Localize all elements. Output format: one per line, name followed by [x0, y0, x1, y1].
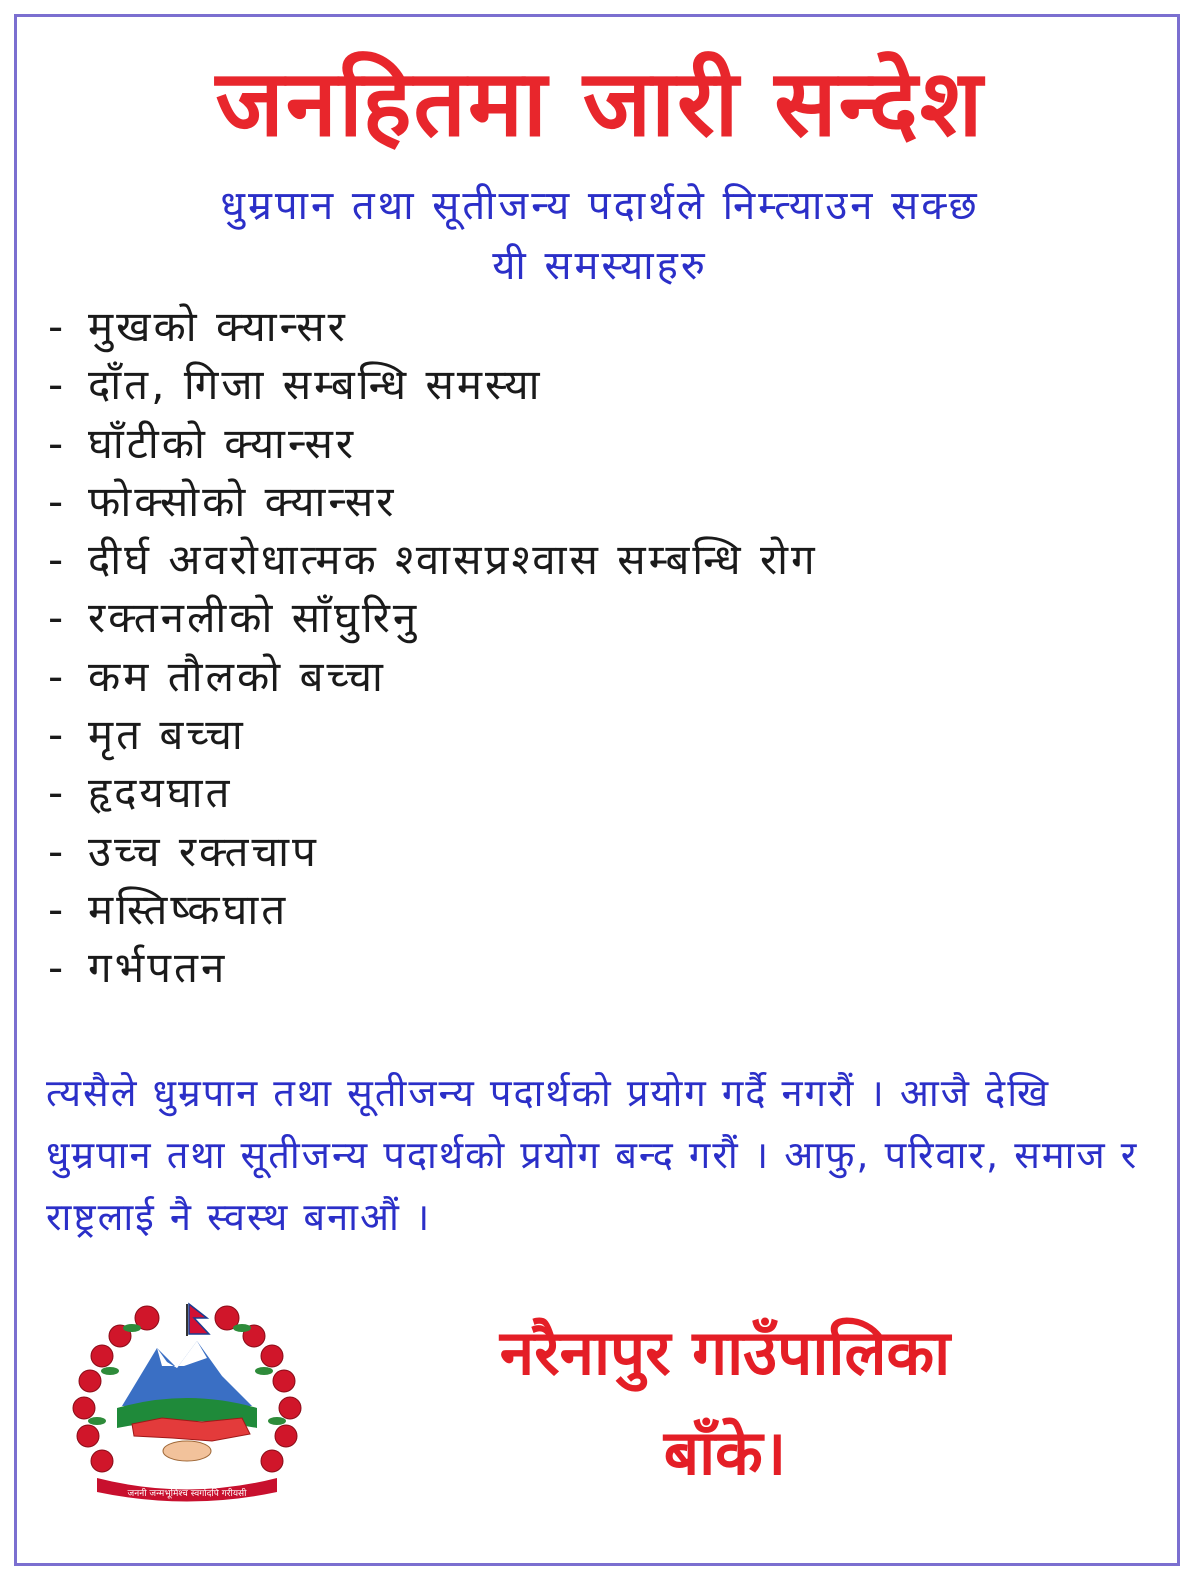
- list-item-text: हृदयघात: [88, 768, 233, 818]
- emblem-motto: जननी जन्मभूमिश्च स्वर्गादपि गरीयसी: [127, 1489, 247, 1499]
- list-item: [48, 648, 818, 706]
- bullet-dash: -: [48, 535, 67, 585]
- list-item-text: मस्तिष्कघात: [88, 884, 289, 934]
- bullet-dash: -: [48, 593, 67, 643]
- bullet-dash: -: [48, 360, 67, 410]
- list-item-text: रक्तनलीको साँघुरिनु: [88, 593, 420, 643]
- list-item-text: फोक्सोको क्यान्सर: [88, 476, 397, 526]
- nepal-government-emblem-icon: [62, 1296, 312, 1506]
- list-item: [48, 531, 818, 589]
- list-item: [48, 706, 818, 764]
- bullet-dash: -: [48, 710, 67, 760]
- bullet-dash: -: [48, 476, 67, 526]
- bullet-dash: -: [48, 418, 67, 468]
- list-item: [48, 473, 818, 531]
- subtitle-line-2: यी समस्याहरु: [492, 243, 708, 289]
- list-item: [48, 415, 818, 473]
- list-item: [48, 298, 818, 356]
- list-item-text: दाँत, गिजा सम्बन्धि समस्या: [88, 360, 543, 410]
- list-item-text: मृत बच्चा: [88, 710, 246, 760]
- organization-name: नरैनापुर गाउँपालिका: [499, 1316, 951, 1389]
- bullet-dash: -: [48, 302, 67, 351]
- list-item: [48, 764, 818, 822]
- list-item: [48, 939, 818, 997]
- district-name: बाँके।: [663, 1416, 787, 1489]
- list-item-text: दीर्घ अवरोधात्मक श्वासप्रश्वास सम्बन्धि रोग: [88, 535, 818, 585]
- bullet-dash: -: [48, 768, 67, 818]
- list-item: [48, 881, 818, 939]
- subtitle-line-1: धुम्रपान तथा सूतीजन्य पदार्थले निम्त्याउन सक्छ: [220, 183, 980, 229]
- list-item: [48, 589, 818, 647]
- bullet-dash: -: [48, 651, 67, 701]
- list-item-text: घाँटीको क्यान्सर: [88, 418, 357, 468]
- list-item-text: कम तौलको बच्चा: [88, 651, 386, 701]
- bullet-dash: -: [48, 884, 67, 934]
- list-item-text: गर्भपतन: [88, 943, 228, 993]
- awareness-message: त्यसैले धुम्रपान तथा सूतीजन्य पदार्थको प्रयोग गर्दै नगरौं । आजै देखि धुम्रपान तथा सूतीजन्य पदार्थको प्रयोग बन्द गरौं । आफु, परिवार, समाज र राष्ट्रलाई नै स्वस्थ बनाऔं ।: [46, 1071, 1139, 1239]
- notice-title: जनहितमा जारी सन्देश: [215, 50, 985, 157]
- list-item: [48, 356, 818, 414]
- bullet-dash: -: [48, 826, 67, 876]
- bullet-dash: -: [48, 943, 67, 993]
- list-item-text: उच्च रक्तचाप: [88, 826, 319, 876]
- problem-list: [48, 298, 818, 998]
- list-item-text: मुखको क्यान्सर: [88, 302, 348, 351]
- list-item: [48, 823, 818, 881]
